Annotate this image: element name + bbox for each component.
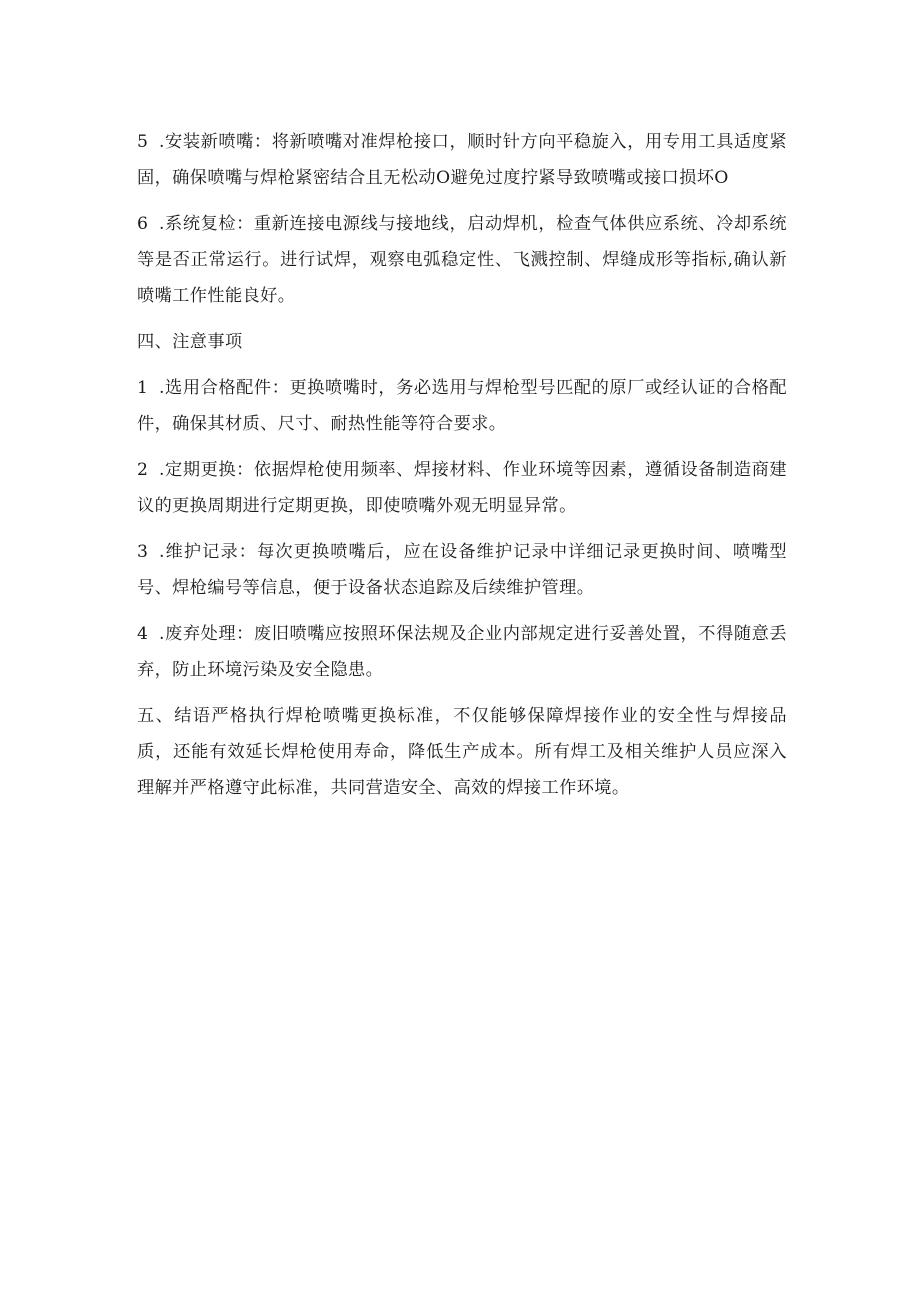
document-page <box>137 124 787 816</box>
note-number: 1 <box>137 378 149 398</box>
step-text: .安装新喷嘴：将新喷嘴对准焊枪接口，顺时针方向平稳旋入，用专用工具适度紧固，确保喷嘴与焊枪紧密结合且无松动O避免过度拧紧导致喷嘴或接口损坏O <box>137 132 787 188</box>
note-4-paragraph <box>137 616 787 688</box>
step-6-paragraph <box>137 206 787 314</box>
note-number: 4 <box>137 624 149 644</box>
note-text: .定期更换：依据焊枪使用频率、焊接材料、作业环境等因素，遵循设备制造商建议的更换周期进行定期更换，即使喷嘴外观无明显异常。 <box>137 460 787 516</box>
conclusion-paragraph: 五、结语严格执行焊枪喷嘴更换标准，不仅能够保障焊接作业的安全性与焊接品质，还能有效延长焊枪使用寿命，降低生产成本。所有焊工及相关维护人员应深入理解并严格遵守此标准，共同营造安全、高效的焊接工作环境。 <box>137 706 787 798</box>
note-text: .选用合格配件：更换喷嘴时，务必选用与焊枪型号匹配的原厂或经认证的合格配件，确保其材质、尺寸、耐热性能等符合要求。 <box>137 378 787 434</box>
step-5-paragraph <box>137 124 787 196</box>
note-3-paragraph <box>137 534 787 606</box>
note-2-paragraph <box>137 452 787 524</box>
note-text: .维护记录：每次更换喷嘴后，应在设备维护记录中详细记录更换时间、喷嘴型号、焊枪编号等信息，便于设备状态追踪及后续维护管理。 <box>137 542 787 598</box>
section-heading-notes: 四、注意事项 <box>137 332 243 352</box>
note-1-paragraph <box>137 370 787 442</box>
note-number: 3 <box>137 542 149 562</box>
note-number: 2 <box>137 460 149 480</box>
note-text: .废弃处理：废旧喷嘴应按照环保法规及企业内部规定进行妥善处置，不得随意丢弃，防止环境污染及安全隐患。 <box>137 624 787 680</box>
step-number: 5 <box>137 132 149 152</box>
step-text: .系统复检：重新连接电源线与接地线，启动焊机，检查气体供应系统、冷却系统等是否正常运行。进行试焊，观察电弧稳定性、飞溅控制、焊缝成形等指标,确认新喷嘴工作性能良好。 <box>137 214 787 306</box>
step-number: 6 <box>137 214 149 234</box>
